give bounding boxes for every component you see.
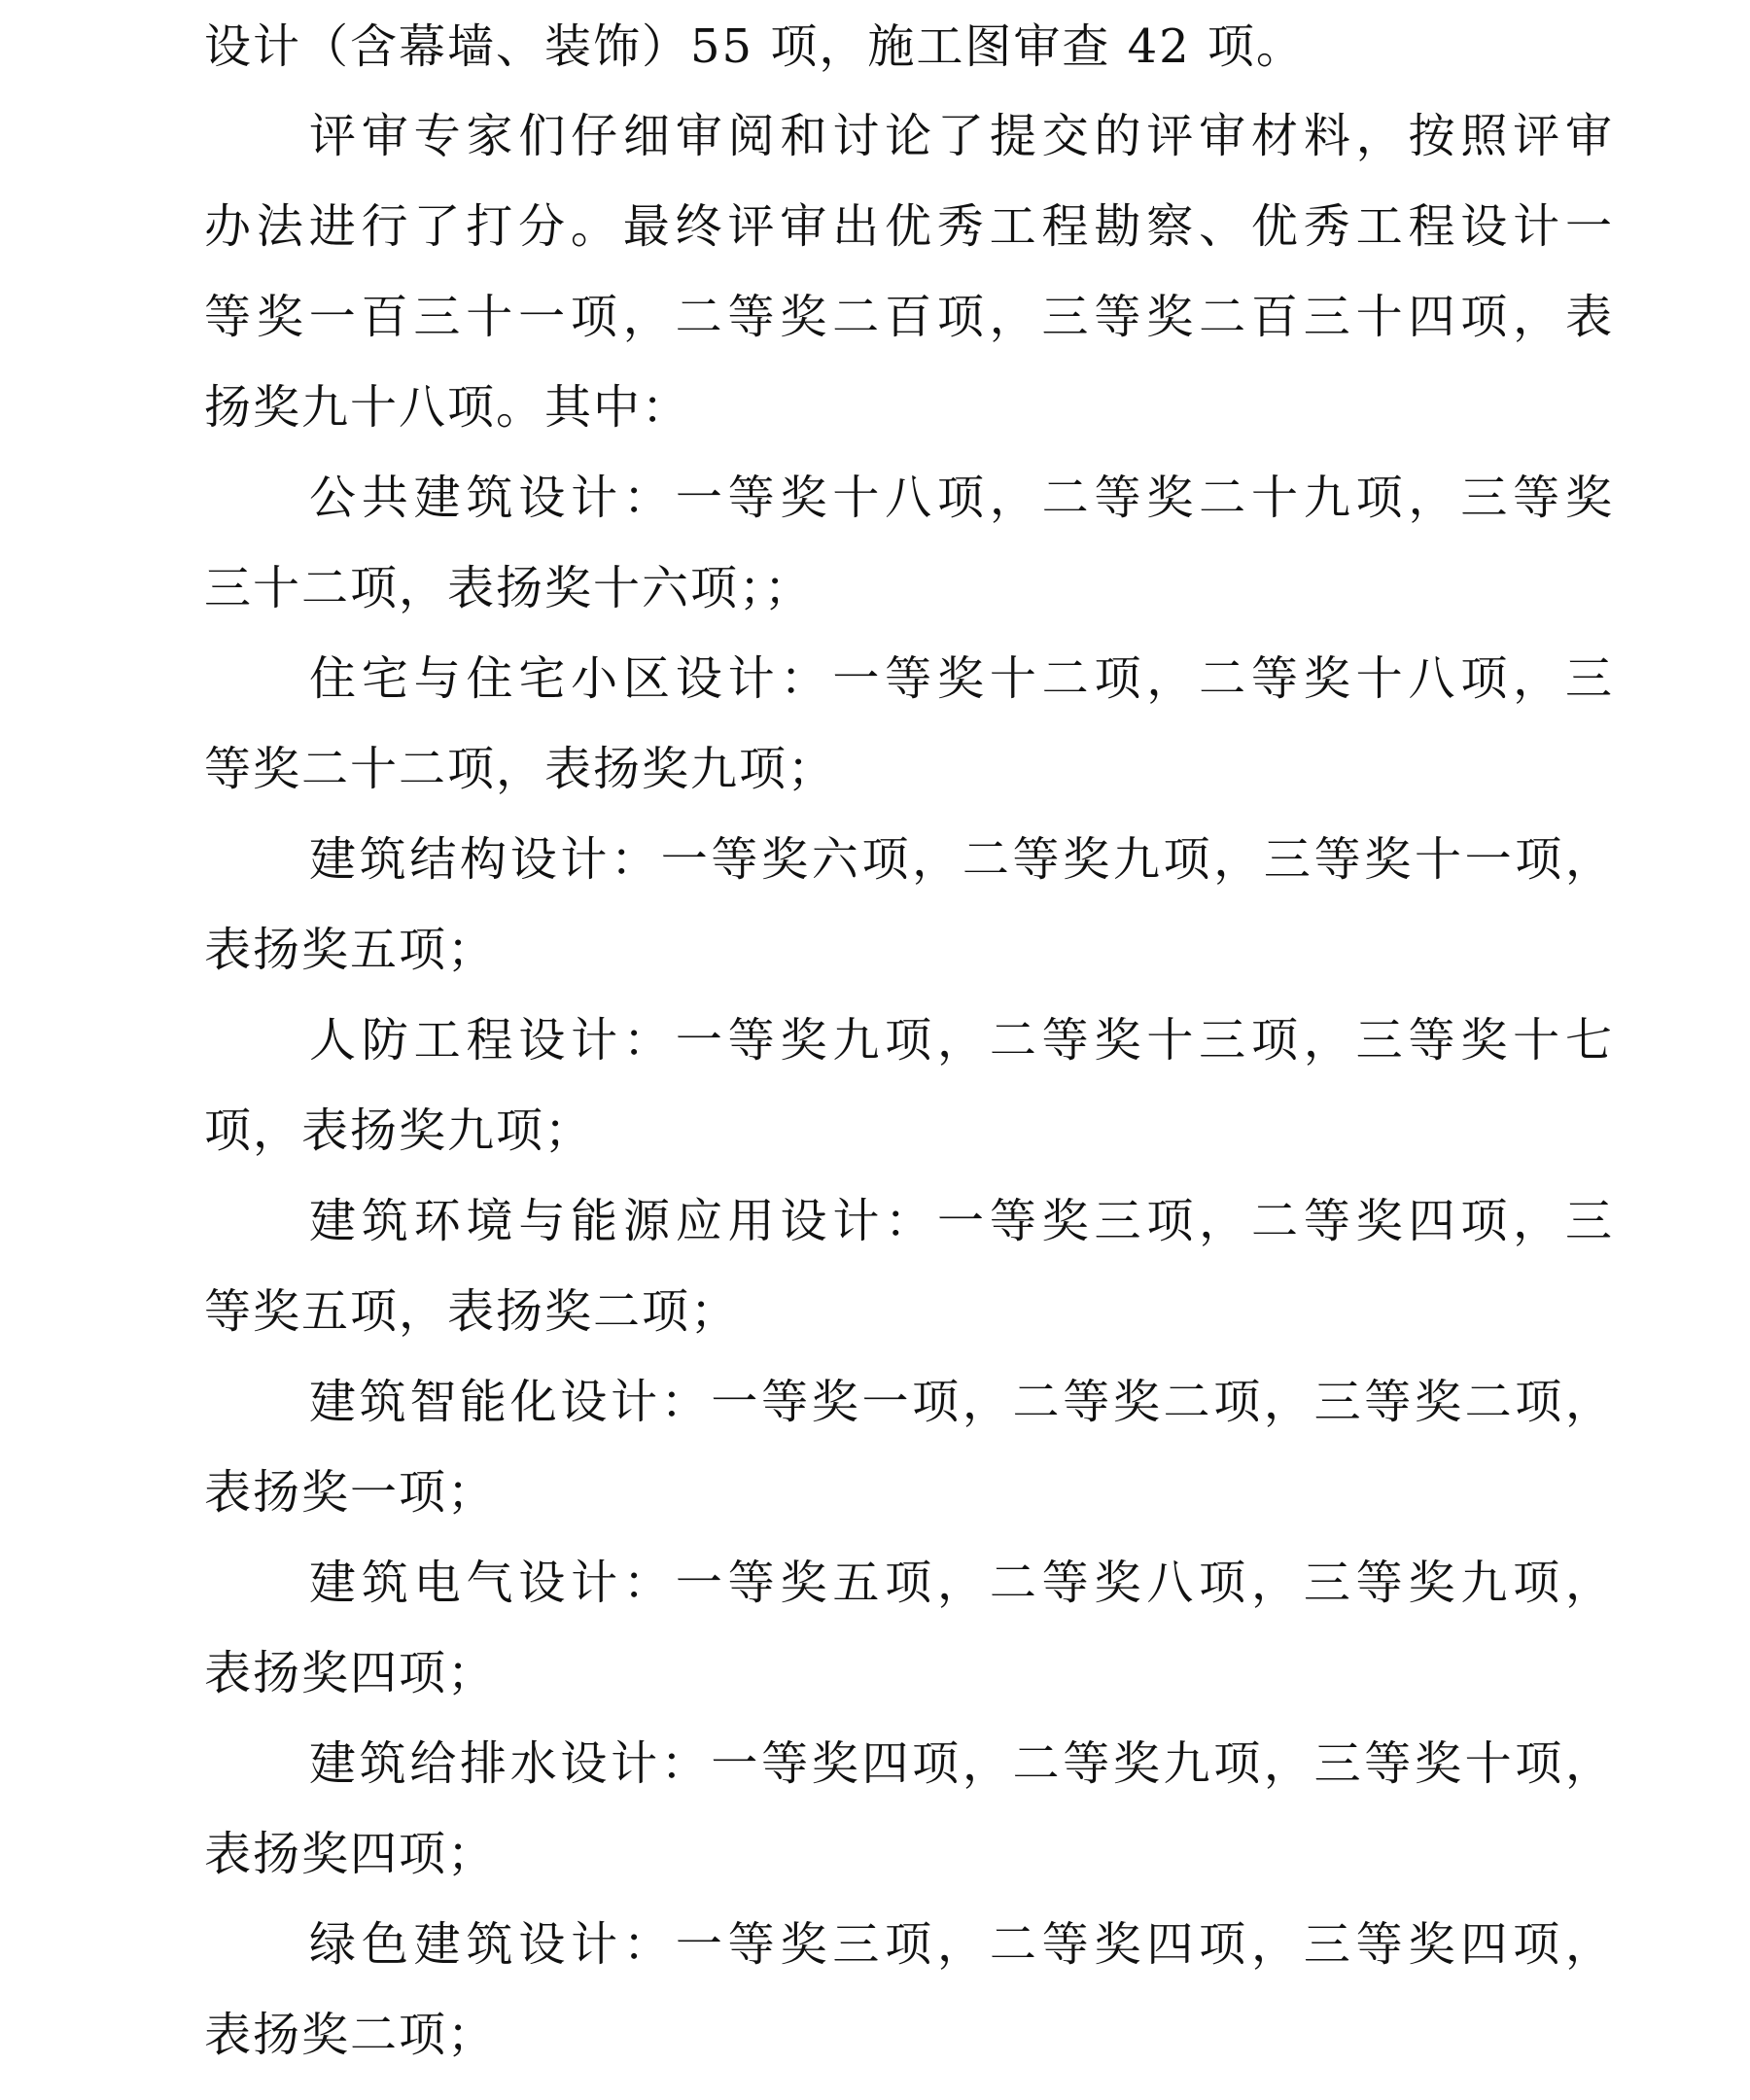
paragraph-9-line-1: 表扬奖四项； (204, 1827, 497, 1881)
paragraph-10-line-1: 表扬奖二项； (204, 2008, 497, 2062)
paragraph-1-line-1: 办法进行了打分。最终评审出优秀工程勘察、优秀工程设计一 (204, 199, 1614, 254)
paragraph-8-line-1: 表扬奖四项； (204, 1646, 497, 1700)
paragraph-1-line-2: 等奖一百三十一项，二等奖二百项，三等奖二百三十四项，表 (204, 290, 1614, 344)
paragraph-1-line-0: 评审专家们仔细审阅和讨论了提交的评审材料，按照评审 (309, 109, 1614, 163)
paragraph-7-line-1: 表扬奖一项； (204, 1465, 497, 1520)
paragraph-1-line-3: 扬奖九十八项。其中： (204, 380, 691, 435)
paragraph-6-line-1: 等奖五项，表扬奖二项； (204, 1284, 740, 1339)
paragraph-8-line-0: 建筑电气设计：一等奖五项，二等奖八项，三等奖九项， (309, 1556, 1614, 1610)
paragraph-3-line-0: 住宅与住宅小区设计：一等奖十二项，二等奖十八项，三 (309, 651, 1614, 706)
paragraph-2-line-1: 三十二项，表扬奖十六项；； (204, 561, 814, 615)
paragraph-2-line-0: 公共建筑设计：一等奖十八项，二等奖二十九项，三等奖 (309, 471, 1614, 525)
paragraph-6-line-0: 建筑环境与能源应用设计：一等奖三项，二等奖四项，三 (309, 1194, 1614, 1248)
paragraph-3-line-1: 等奖二十二项，表扬奖九项； (204, 742, 837, 796)
paragraph-10-line-0: 绿色建筑设计：一等奖三项，二等奖四项，三等奖四项， (309, 1917, 1614, 1972)
paragraph-4-line-1: 表扬奖五项； (204, 923, 497, 977)
paragraph-7-line-0: 建筑智能化设计：一等奖一项，二等奖二项，三等奖二项， (309, 1375, 1614, 1429)
paragraph-5-line-0: 人防工程设计：一等奖九项，二等奖十三项，三等奖十七 (309, 1013, 1614, 1068)
paragraph-0-line-0: 设计（含幕墙、装饰）55 项，施工图审查 42 项。 (204, 19, 1305, 74)
paragraph-4-line-0: 建筑结构设计：一等奖六项，二等奖九项，三等奖十一项， (309, 832, 1614, 887)
paragraph-9-line-0: 建筑给排水设计：一等奖四项，二等奖九项，三等奖十项， (309, 1736, 1614, 1791)
paragraph-5-line-1: 项，表扬奖九项； (204, 1103, 594, 1158)
